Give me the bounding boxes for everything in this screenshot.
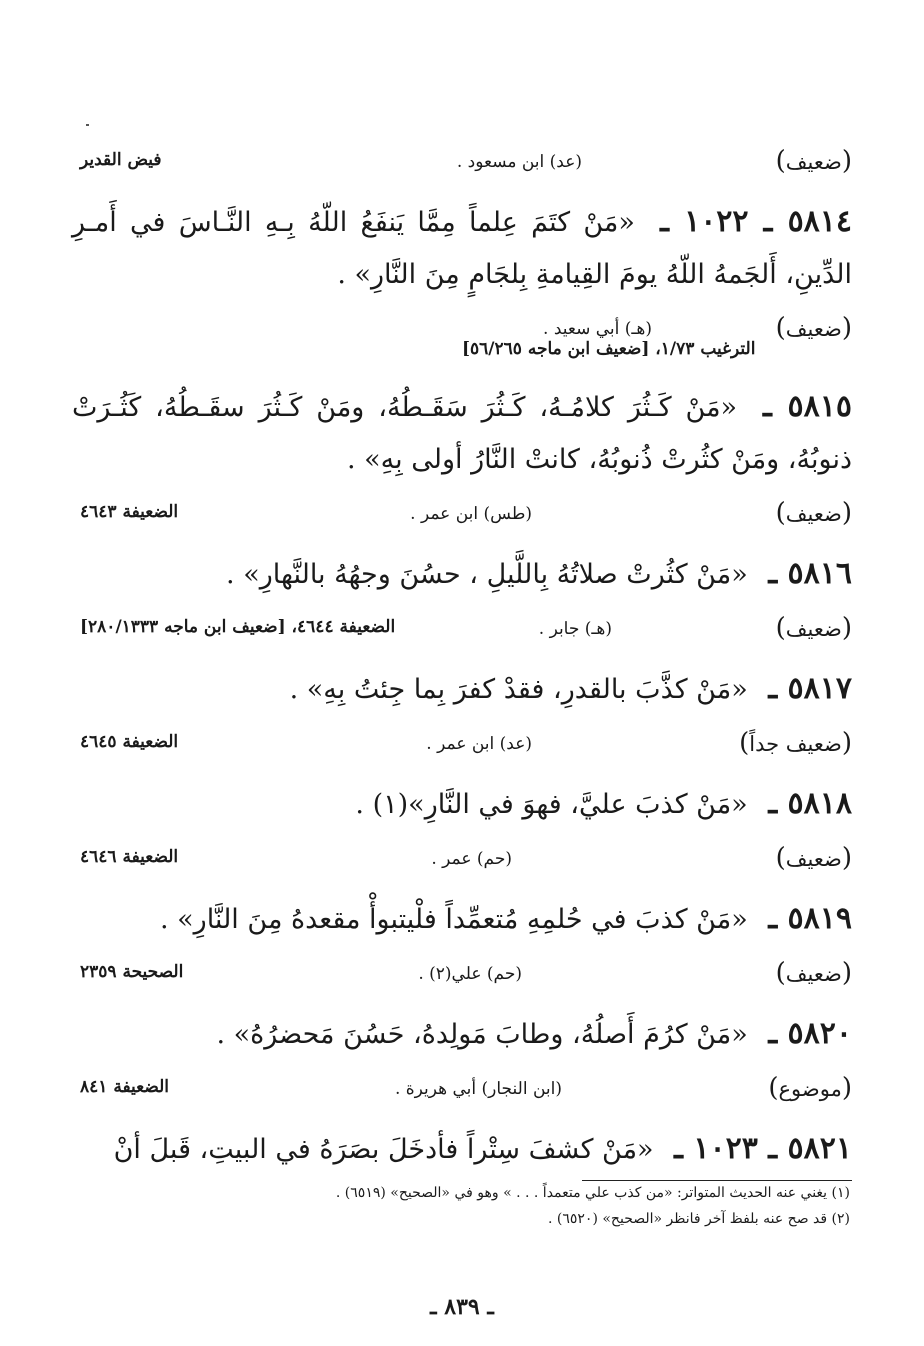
grade-label: (ضعيف) [775, 958, 852, 988]
grade-label: (ضعيف) [775, 613, 852, 643]
grade-label: (ضعيف) [775, 313, 852, 343]
reference-label: الضعيفة ٤٦٤٦ [80, 847, 179, 867]
hadith-number: ٥٨٢١ ـ ١٠٢٣ ـ [674, 1131, 852, 1166]
reference-label: الضعيفة ٤٦٤٥ [80, 732, 179, 752]
hadith-text [72, 663, 852, 716]
reference-label: الصحيحة ٢٣٥٩ [80, 962, 184, 982]
reference-label: الترغيب ١/٧٣، [ضعيف ابن ماجه ٥٦/٢٦٥] [462, 339, 756, 359]
grade-row [72, 492, 852, 544]
source-label: (حم) عمر . [431, 849, 512, 869]
scan-mark [86, 124, 89, 126]
grade-row [72, 307, 852, 363]
source-label: (عد) ابن عمر . [426, 734, 532, 754]
hadith-body: «مَنْ كثُرتْ صلاتُهُ بِاللَّيلِ ، حسُنَ وجهُهُ بالنَّهارِ» . [226, 559, 748, 590]
grade-label: (ضعيف) [775, 843, 852, 873]
footnote-2: (٢) قد صح عنه بلفظ آخر فانظر «الصحيح» (٦٥٢٠) . [548, 1211, 850, 1227]
grade-row [72, 952, 852, 1004]
hadith-body: «مَنْ كذبَ في حُلمِهِ مُتعمِّداً فلْيتبوأْ مقعدهُ مِنَ النَّارِ» . [159, 904, 748, 935]
reference-label: الضعيفة ٤٦٤٣ [80, 502, 179, 522]
source-label: (عد) ابن مسعود . [456, 152, 582, 172]
grade-row [72, 140, 852, 192]
reference-label: الضعيفة ٨٤١ [80, 1077, 170, 1097]
grade-row [72, 722, 852, 774]
hadith-number: ٥٨١٩ ـ [768, 901, 852, 936]
hadith-body: «مَنْ كذَّبَ بالقدرِ، فقدْ كفرَ بِما جِئتُ بِهِ» . [289, 674, 748, 705]
hadith-number: ٥٨١٤ ـ ١٠٢٢ ـ [660, 204, 853, 239]
grade-label: (موضوع) [768, 1073, 852, 1103]
grade-label: (ضعيف) [775, 498, 852, 528]
hadith-text [72, 381, 852, 486]
hadith-number: ٥٨١٥ ـ [762, 389, 852, 424]
grade-label: (ضعيف جداً) [739, 728, 852, 758]
hadith-text [72, 778, 852, 831]
hadith-number: ٥٨١٨ ـ [768, 786, 852, 821]
reference-label: فيض القدير [80, 150, 162, 170]
hadith-text [72, 548, 852, 601]
grade-row [72, 607, 852, 659]
hadith-text [72, 196, 852, 301]
hadith-body: «مَنْ كذبَ عليَّ، فهوَ في النَّارِ»(١) . [355, 789, 748, 820]
reference-label: الضعيفة ٤٦٤٤، [ضعيف ابن ماجه ٢٨٠/١٣٣٣] [80, 617, 396, 637]
page-body [72, 140, 852, 1182]
footnote-1: (١) يغني عنه الحديث المتواتر: «من كذب علي متعمداً . . . » وهو في «الصحيح» (٦٥١٩) . [335, 1185, 850, 1201]
hadith-body: «مَنْ كرُمَ أَصلُهُ، وطابَ مَولِدهُ، حَسُنَ مَحضرُهُ» . [216, 1019, 748, 1050]
source-label: (هـ) أبي سعيد . [543, 319, 652, 339]
source-label: (طس) ابن عمر . [410, 504, 532, 524]
page-number: ـ ٨٣٩ ـ [430, 1294, 494, 1320]
hadith-text [72, 893, 852, 946]
hadith-body: «مَنْ كتَمَ عِلماً مِمَّا يَنفَعُ اللّهُ بِـهِ النَّـاسَ في أَمـرِ الدِّينِ، أَلجَمهُ اللّهُ يومَ القِيامةِ بِلجَامٍ مِنَ النَّارِ» . [72, 207, 852, 290]
hadith-text [72, 1008, 852, 1061]
hadith-body: «مَنْ كشفَ سِتْراً فأدخَلَ بصَرَهُ في البيتِ، قَبلَ أنْ [113, 1134, 654, 1165]
hadith-number: ٥٨٢٠ ـ [768, 1016, 852, 1051]
grade-label: (ضعيف) [775, 146, 852, 176]
hadith-text [72, 1123, 852, 1176]
source-label: (ابن النجار) أبي هريرة . [394, 1079, 562, 1099]
hadith-number: ٥٨١٦ ـ [768, 556, 852, 591]
footnotes [90, 1180, 850, 1232]
source-label: (هـ) جابر . [538, 619, 612, 639]
source-label: (حم) علي(٢) . [418, 964, 522, 984]
hadith-body: «مَنْ كَـثُرَ كلامُـهُ، كَـثُرَ سَقَـطُهُ، ومَنْ كَـثُرَ سقَـطُهُ، كَثُـرَتْ ذنوبُهُ، ومَنْ كثُرتْ ذُنوبُهُ، كانتْ النَّارُ أولى بِهِ» . [72, 392, 852, 475]
hadith-number: ٥٨١٧ ـ [768, 671, 852, 706]
grade-row [72, 837, 852, 889]
grade-row [72, 1067, 852, 1119]
